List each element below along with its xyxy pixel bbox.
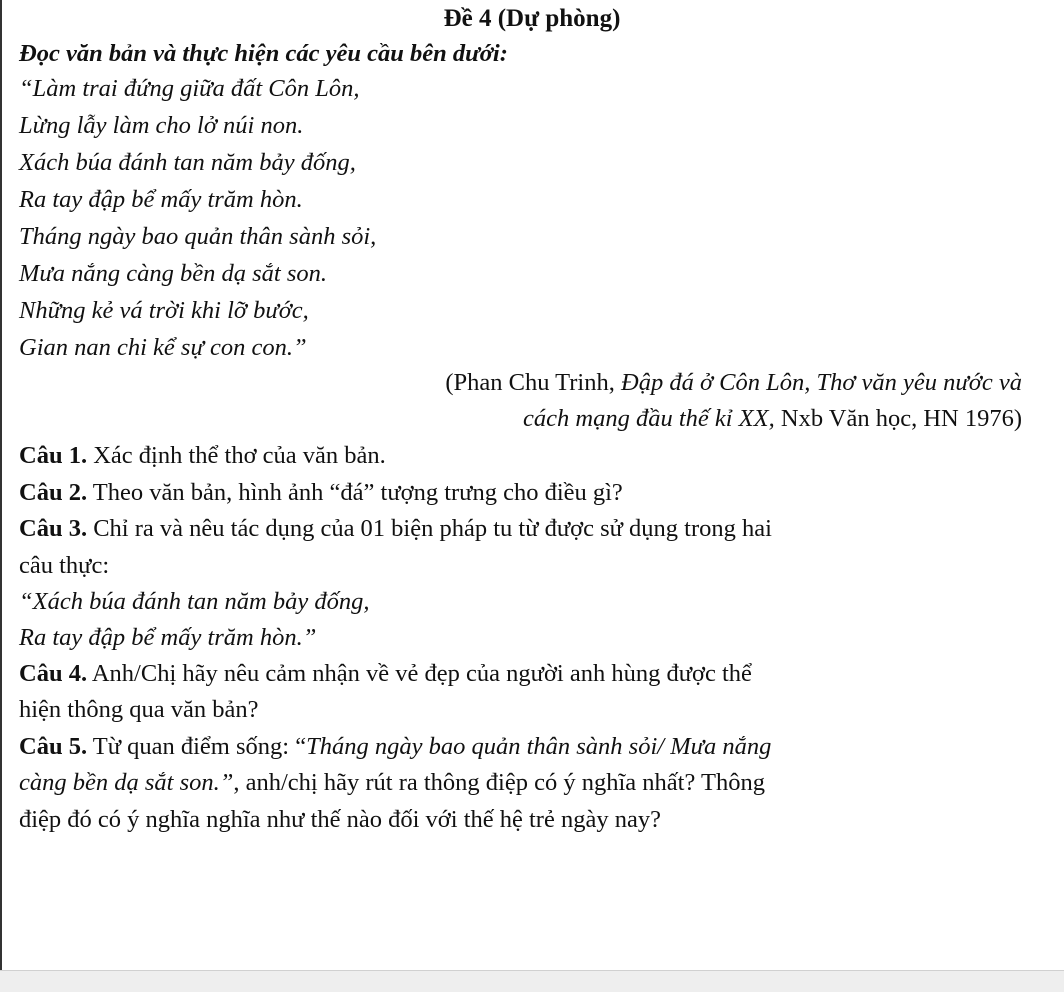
source-author: (Phan Chu Trinh, <box>445 369 621 396</box>
source-publisher: Nxb Văn học, HN 1976) <box>774 405 1022 432</box>
question-1-label: Câu 1. <box>19 442 88 469</box>
question-5-quote: Tháng ngày bao quản thân sành sỏi/ Mưa nắng <box>306 733 772 760</box>
question-5-continuation-1 <box>19 771 765 796</box>
question-3-label: Câu 3. <box>19 515 88 542</box>
question-5-text: Từ quan điểm sống: “ <box>87 733 307 760</box>
question-5-quote-cont: càng bền dạ sắt son.” <box>19 769 234 796</box>
question-1-text: Xác định thể thơ của văn bản. <box>87 442 386 469</box>
poem-line-1: “Làm trai đứng giữa đất Côn Lôn, <box>19 75 360 102</box>
question-5-continuation-2: điệp đó có ý nghĩa nghĩa như thế nào đối với thế hệ trẻ ngày nay? <box>19 806 661 833</box>
question-2 <box>19 481 623 506</box>
question-1 <box>19 444 386 469</box>
question-5-label: Câu 5. <box>19 733 88 760</box>
question-4 <box>19 662 752 687</box>
question-3 <box>19 517 772 542</box>
page-bottom-edge <box>0 970 1064 992</box>
poem-line-2: Lừng lẫy làm cho lở núi non. <box>19 112 304 139</box>
question-3-quote-line-2: Ra tay đập bể mấy trăm hòn.” <box>19 624 317 651</box>
poem-line-6: Mưa nắng càng bền dạ sắt son. <box>19 260 328 287</box>
source-citation-line-2 <box>523 407 1022 432</box>
question-3-text: Chỉ ra và nêu tác dụng của 01 biện pháp tu từ được sử dụng trong hai <box>87 515 772 542</box>
question-3-continuation: câu thực: <box>19 552 110 579</box>
source-work-title: Đập đá ở Côn Lôn, Thơ văn yêu nước và <box>621 369 1022 396</box>
question-4-continuation: hiện thông qua văn bản? <box>19 696 259 723</box>
poem-line-8: Gian nan chi kể sự con con.” <box>19 334 307 361</box>
poem-line-7: Những kẻ vá trời khi lỡ bước, <box>19 297 309 324</box>
question-4-text: Anh/Chị hãy nêu cảm nhận về vẻ đẹp của người anh hùng được thể <box>87 660 752 687</box>
reading-instruction: Đọc văn bản và thực hiện các yêu cầu bên dưới: <box>19 40 508 67</box>
question-5-text-cont: , anh/chị hãy rút ra thông điệp có ý nghĩa nhất? Thông <box>233 769 765 796</box>
page-left-border <box>0 0 2 970</box>
poem-line-4: Ra tay đập bể mấy trăm hòn. <box>19 186 303 213</box>
question-5 <box>19 735 771 760</box>
question-2-label: Câu 2. <box>19 479 88 506</box>
source-citation-line-1 <box>445 371 1022 396</box>
question-4-label: Câu 4. <box>19 660 88 687</box>
poem-line-5: Tháng ngày bao quản thân sành sỏi, <box>19 223 377 250</box>
source-work-title-cont: cách mạng đầu thế kỉ XX, <box>523 405 775 432</box>
poem-line-3: Xách búa đánh tan năm bảy đống, <box>19 149 356 176</box>
question-2-text: Theo văn bản, hình ảnh “đá” tượng trưng cho điều gì? <box>87 479 623 506</box>
question-3-quote-line-1: “Xách búa đánh tan năm bảy đống, <box>19 588 370 615</box>
document-title: Đề 4 (Dự phòng) <box>443 5 621 32</box>
